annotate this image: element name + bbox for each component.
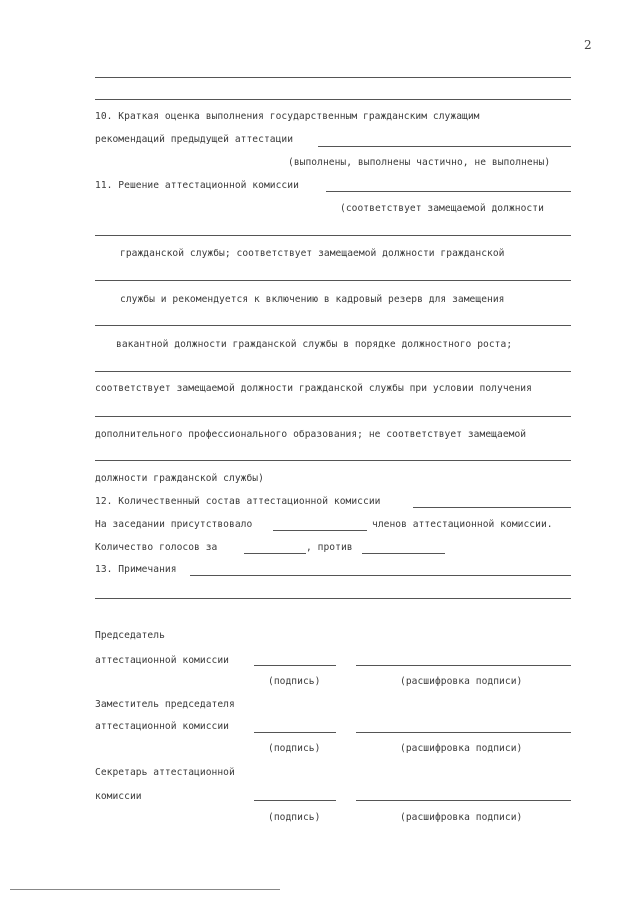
item11-line[interactable]: [95, 235, 571, 236]
item11-line[interactable]: [95, 325, 571, 326]
deputy-sign-hint: (подпись): [268, 743, 321, 754]
chair-sign-hint: (подпись): [268, 676, 321, 687]
deputy-signature-line[interactable]: [254, 732, 336, 733]
chair-name-line[interactable]: [356, 665, 571, 666]
blank-line[interactable]: [95, 77, 571, 78]
votes-for-line[interactable]: [244, 553, 306, 554]
chair-decode-hint: (расшифровка подписи): [400, 676, 523, 687]
item11-line[interactable]: [95, 460, 571, 461]
item12-present-prefix: На заседании присутствовало: [95, 519, 253, 530]
item13-line[interactable]: [95, 598, 571, 599]
item11-line[interactable]: [95, 371, 571, 372]
votes-for-label: Количество голосов за: [95, 542, 218, 553]
secretary-label-1: Секретарь аттестационной: [95, 767, 235, 778]
item11-hint-1: (соответствует замещаемой должности: [340, 203, 544, 214]
item10-hint: (выполнены, выполнены частично, не выполнены): [288, 157, 551, 168]
item13-label: 13. Примечания: [95, 564, 177, 575]
secretary-decode-hint: (расшифровка подписи): [400, 812, 523, 823]
footer-rule: [10, 889, 280, 890]
item10-line2: рекомендаций предыдущей аттестации: [95, 134, 294, 145]
deputy-name-line[interactable]: [356, 732, 571, 733]
secretary-label-2: комиссии: [95, 791, 142, 802]
item11-label: 11. Решение аттестационной комиссии: [95, 180, 299, 191]
chair-signature-line[interactable]: [254, 665, 336, 666]
item12-answer-line[interactable]: [413, 507, 571, 508]
item11-line[interactable]: [95, 280, 571, 281]
item10-line1: 10. Краткая оценка выполнения государственным гражданским служащим: [95, 111, 480, 122]
item11-hint-2: гражданской службы; соответствует замещаемой должности гражданской: [120, 248, 505, 259]
secretary-signature-line[interactable]: [254, 800, 336, 801]
item12-label: 12. Количественный состав аттестационной комиссии: [95, 496, 381, 507]
item11-hint-7: должности гражданской службы): [95, 473, 264, 484]
chair-label-2: аттестационной комиссии: [95, 655, 229, 666]
deputy-decode-hint: (расшифровка подписи): [400, 743, 523, 754]
chair-label-1: Председатель: [95, 630, 165, 641]
secretary-name-line[interactable]: [356, 800, 571, 801]
item11-answer-line[interactable]: [326, 191, 571, 192]
item11-line[interactable]: [95, 416, 571, 417]
votes-against-label: , против: [306, 542, 353, 553]
deputy-label-1: Заместитель председателя: [95, 699, 235, 710]
item11-hint-5: соответствует замещаемой должности гражданской службы при условии получения: [95, 383, 532, 394]
item12-present-suffix: членов аттестационной комиссии.: [372, 519, 553, 530]
page-number: 2: [584, 38, 592, 52]
item11-hint-3: службы и рекомендуется к включению в кадровый резерв для замещения: [120, 294, 505, 305]
deputy-label-2: аттестационной комиссии: [95, 721, 229, 732]
votes-against-line[interactable]: [362, 553, 445, 554]
blank-line[interactable]: [95, 99, 571, 100]
item10-answer-line[interactable]: [318, 146, 571, 147]
item13-answer-line[interactable]: [190, 575, 571, 576]
item11-hint-4: вакантной должности гражданской службы в порядке должностного роста;: [116, 339, 513, 350]
item11-hint-6: дополнительного профессионального образования; не соответствует замещаемой: [95, 429, 527, 440]
secretary-sign-hint: (подпись): [268, 812, 321, 823]
present-count-line[interactable]: [273, 530, 367, 531]
